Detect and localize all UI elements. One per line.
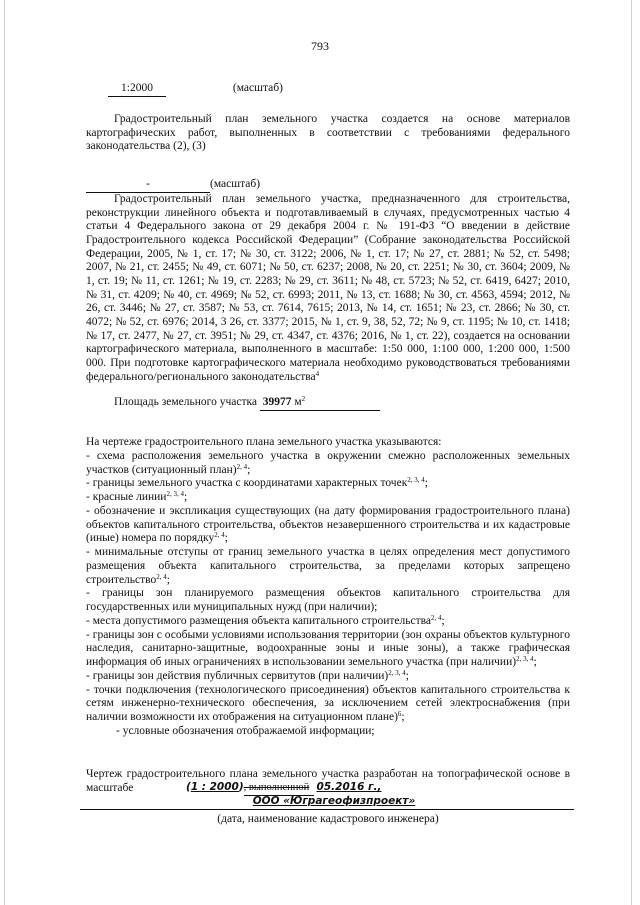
list-item: - границы зон планируемого размещения объектов капитального строительства для государственных или муниципальных нужд (при наличии); — [86, 587, 570, 613]
area-value-field — [260, 396, 380, 411]
list-item: - границы зон действия публичных сервитутов (при наличии)$^{2, 3, 4}$; — [86, 668, 409, 682]
footnote-ref: 2, 3, 4 — [516, 655, 534, 663]
footnote-ref: 6 — [397, 710, 402, 718]
date-handwritten: 05.2016 г., — [316, 781, 382, 793]
list-heading: На чертеже градостроительного плана земельного участка указываются: — [86, 436, 442, 448]
scan-edge-right — [631, 0, 632, 905]
footnote-ref: 2, 4 — [156, 572, 167, 581]
list-item: - места допустимого размещения объекта капитального строительства$^{2, 4}$; — [86, 613, 445, 627]
scale-2-value: - — [86, 178, 210, 193]
footnote-ref: 2, 3, 4 — [388, 668, 406, 677]
list-items — [86, 450, 570, 739]
scale-2-label: (масштаб) — [210, 178, 261, 190]
basis-block — [86, 768, 570, 825]
list-item: - условные обозначения отображаемой информации; — [116, 724, 375, 737]
area-unit: м — [294, 396, 302, 408]
list-item: - точки подключения (технологического присоединения) объектов капитального строительства к сетям инженерно-технического обеспечения, за исключением сетей электроснабжения (при наличии возможности их отображения на ситуационном плане)$^6$; — [86, 683, 570, 723]
list-item: - схема расположения земельного участка в окружении смежно расположенных земельных участков (ситуационный план)$^{2, 4}$; — [86, 449, 570, 476]
basis-handwritten-line — [186, 781, 486, 796]
main-paragraph-footnote: 4 — [315, 369, 320, 378]
area-label: Площадь земельного участка — [114, 396, 257, 408]
main-paragraph — [86, 193, 570, 384]
engineer-caption: (дата, наименование кадастрового инженера) — [217, 813, 439, 825]
org-line — [80, 795, 574, 810]
requirements-list — [86, 436, 570, 739]
page-number: 793 — [311, 39, 329, 53]
main-paragraph-text: Градостроительный план земельного участка, предназначенного для строительства, реконструкции линейного объекта и подготавливаемый в случаях, предусмотренных частью 4 статьи 4 Федерального закона от 29 декабря 2004 г. № 191-ФЗ “О введении в действие Градостроительного кодекса Российской Федерации” (Собрание законодательства Российской Федерации, 2005, № 1, ст. 17; № 30, ст. 3122; 2006, № 1, ст. 17; № 27, ст. 2881; № 52, ст. 5498; 2007, № 21, ст. 2455; № 49, ст. 6071; № 50, ст. 6237; 2008, № 20, ст. 2251; № 30, ст. 3604; 2009, № 1, ст. 19; № 11, ст. 1261; № 19, ст. 2283; № 29, ст. 3611; № 48, ст. 5723; № 52, ст. 6419, 6427; 2010, № 31, ст. 4209; № 40, ст. 4969; № 52, ст. 6993; 2011, № 13, ст. 1688; № 30, ст. 4563, 4594; 2012, № 26, ст. 3446; № 27, ст. 3587; № 53, ст. 7614, 7615; 2013, № 14, ст. 1651; № 23, ст. 2866; № 30, ст. 4072; № 52, ст. 6976; 2014, 3 26, ст. 3377; 2015, № 1, ст. 9, 38, 52, 72; № 9, ст. 1195; № 10, ст. 1418; № 17, ст. 2477, № 27, ст. 3951; № 29, ст. 4347, ст. 4376; 2016, № 1, ст. 22), создается на основании картографического материала, выполненного в масштабе: 1:50 000, 1:100 000, 1:200 000, 1:500 000. При подготовке картографического материала необходимо руководствоваться требованиями федерального/регионального законодательства — [86, 193, 570, 383]
scale-handwritten: (1 : 2000) — [186, 781, 244, 793]
intro-paragraph: Градостроительный план земельного участка создается на основе материалов картографических работ, выполненных в соответствии с требованиями федерального законодательства (2), (3) — [86, 113, 570, 152]
scale-1-label: (масштаб) — [232, 82, 283, 94]
list-item: - обозначение и экспликация существующих (на дату формирования градостроительного плана) объектов капитального строительства, объектов незавершенного строительства и их кадастровые (иные) номера по порядку$^{2, 4}$; — [86, 504, 570, 545]
scale-line-1 — [86, 82, 570, 97]
scale-1-value: 1:2000 — [108, 82, 166, 97]
area-value: 39977 — [262, 396, 292, 408]
list-item: - границы земельного участка с координатами характерных точек$^{2, 3, 4}$; — [86, 476, 428, 490]
scale-line-2 — [86, 178, 570, 193]
footnote-ref: 2, 4 — [236, 462, 248, 471]
org-handwritten: ООО «Юграгеофизпроект» — [252, 795, 416, 807]
list-item: - границы зон с особыми условиями использования территории (зон охраны объектов культурного наследия, санитарно-защитные, водоохранные зоны и иные зоны), а также графическая информация об иных ограничениях в использовании земельного участка (при наличии)$^{2, 3, 4}$; — [86, 628, 570, 668]
area-unit-sup: 2 — [301, 395, 306, 403]
footnote-ref: 2, 3, 4 — [166, 490, 184, 498]
list-item: - минимальные отступы от границ земельного участка в целях определения мест допустимого размещения объекта капитального строительства, за пределами которых запрещено строительство$^{2, 4}$; — [86, 546, 570, 586]
footnote-ref: 2, 4 — [214, 531, 225, 540]
list-item: - красные линии$^{2, 3, 4}$; — [86, 490, 188, 503]
struck-text: , выполненной — [244, 781, 314, 796]
area-line — [86, 396, 570, 411]
scan-edge-left — [4, 0, 5, 905]
footnote-ref: 2, 3, 4 — [407, 476, 425, 485]
footnote-ref: 2, 4 — [431, 613, 442, 622]
basis-text: Чертеж градостроительного плана земельного участка разработан на топографической основе в масштабе — [86, 768, 570, 794]
